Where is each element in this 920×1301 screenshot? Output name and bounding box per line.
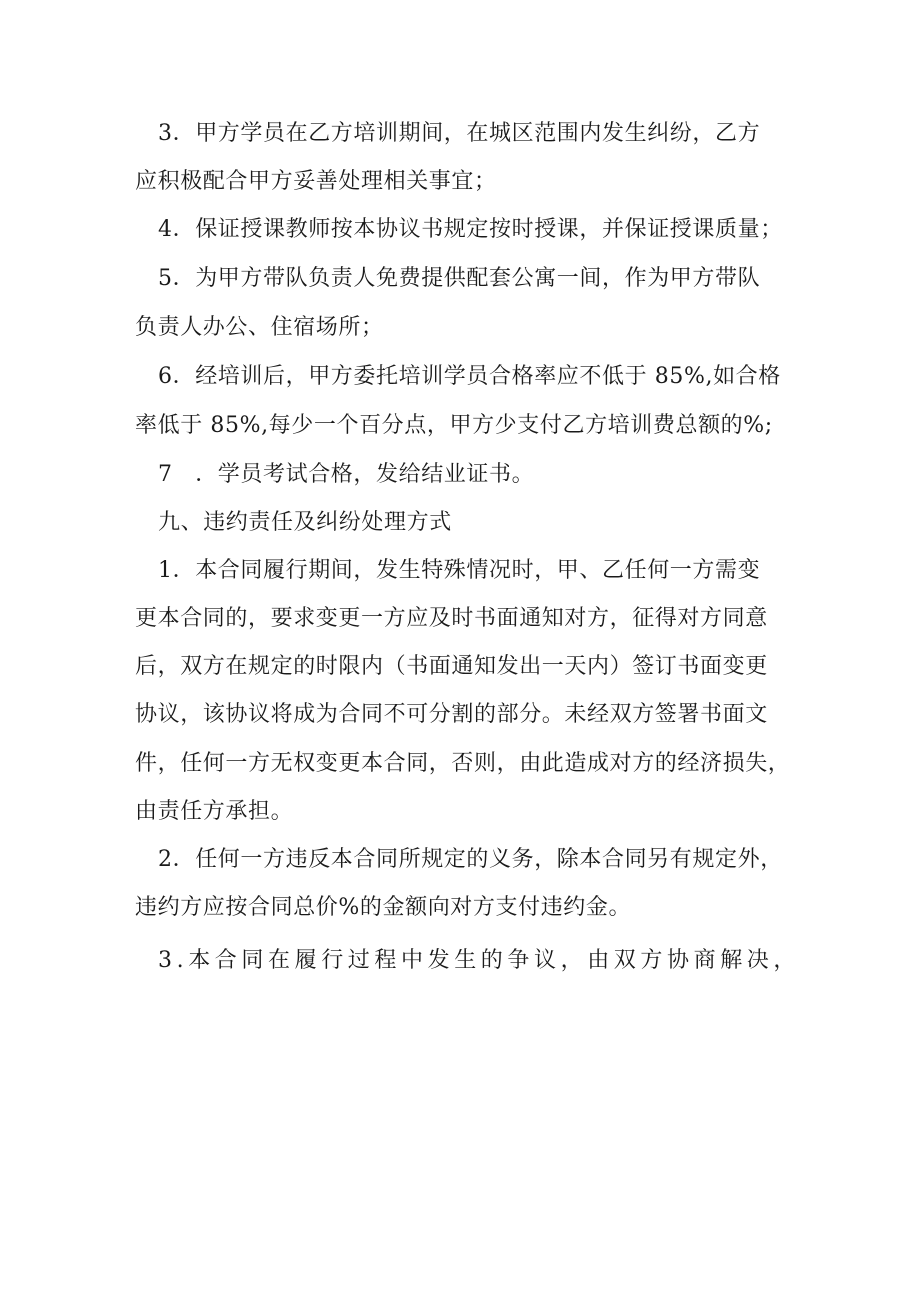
clause-3-line-2: 应积极配合甲方妥善处理相关事宜； xyxy=(135,169,497,194)
clause-5-line-2: 负责人办公、住宿场所； xyxy=(135,315,384,340)
clause-4-line-1: 4．保证授课教师按本协议书规定按时授课，并保证授课质量； xyxy=(158,217,783,242)
clause-3-line-1: 3．甲方学员在乙方培训期间，在城区范围内发生纠纷，乙方 xyxy=(158,121,761,146)
section9-clause-1-line-2: 更本合同的，要求变更一方应及时书面通知对方，征得对方同意 xyxy=(135,606,768,631)
section9-clause-2-line-2: 违约方应按合同总价%的金额向对方支付违约金。 xyxy=(135,895,632,920)
clause-5-line-1: 5．为甲方带队负责人免费提供配套公寓一间，作为甲方带队 xyxy=(158,266,761,291)
clause-6-line-2: 率低于 85%,每少一个百分点，甲方少支付乙方培训费总额的%; xyxy=(135,413,773,438)
section9-clause-1-line-1: 1．本合同履行期间，发生特殊情况时，甲、乙任何一方需变 xyxy=(158,558,761,583)
section-heading-9: 九、违约责任及纠纷处理方式 xyxy=(158,510,452,535)
clause-7-line-1: 7 ．学员考试合格，发给结业证书。 xyxy=(158,462,535,487)
section9-clause-1-line-5: 件，任何一方无权变更本合同，否则，由此造成对方的经济损失， xyxy=(135,751,791,776)
section9-clause-3-line-1: 3.本合同在履行过程中发生的争议，由双方协商解决， xyxy=(158,948,800,973)
section9-clause-1-line-3: 后，双方在规定的时限内（书面通知发出一天内）签订书面变更 xyxy=(135,654,768,679)
section9-clause-1-line-4: 协议，该协议将成为合同不可分割的部分。未经双方签署书面文 xyxy=(135,702,768,727)
section9-clause-2-line-1: 2．任何一方违反本合同所规定的义务，除本合同另有规定外， xyxy=(158,847,783,872)
clause-6-line-1: 6．经培训后，甲方委托培训学员合格率应不低于 85%,如合格 xyxy=(158,364,781,389)
section9-clause-1-line-6: 由责任方承担。 xyxy=(135,799,294,824)
